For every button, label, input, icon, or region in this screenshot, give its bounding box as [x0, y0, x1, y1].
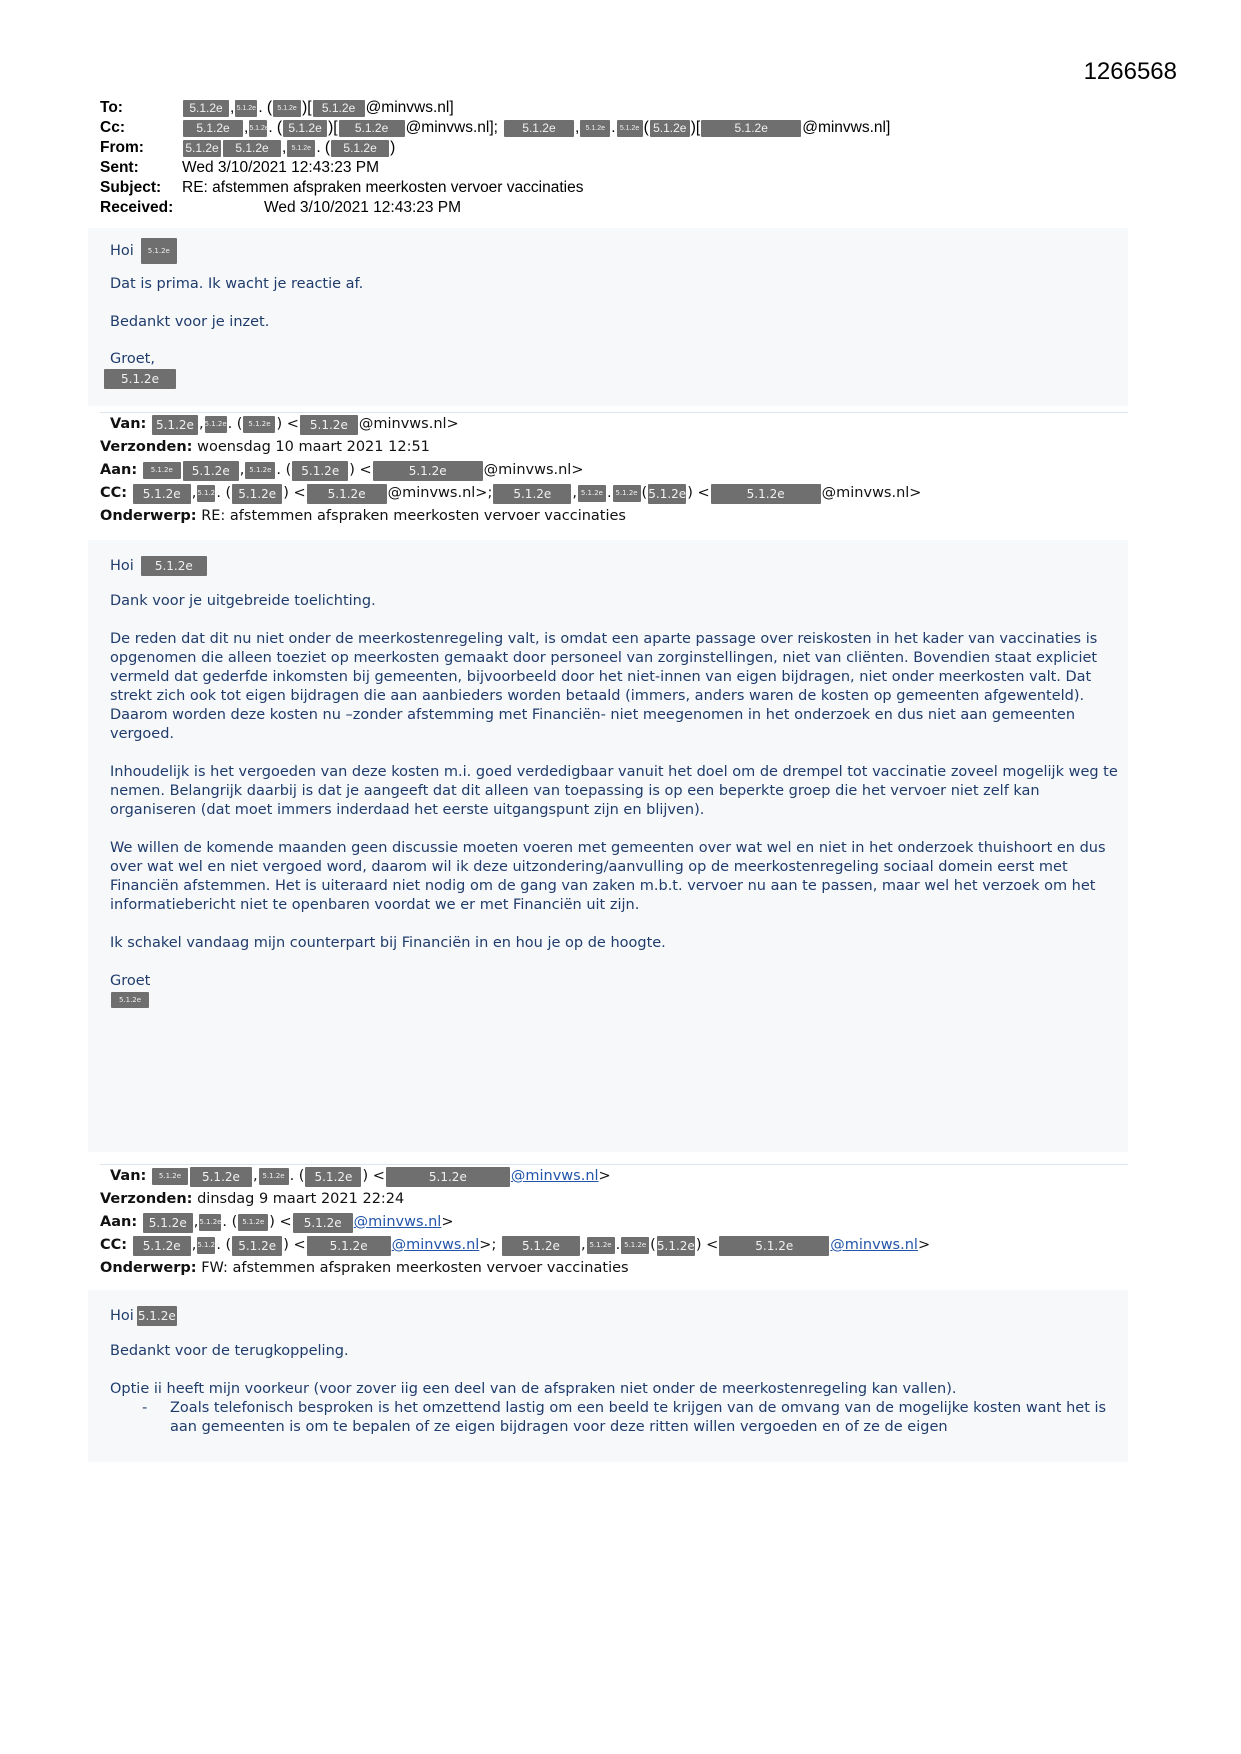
sent-label: Sent: — [100, 159, 139, 176]
aan-value: @minvws.nl> — [483, 462, 584, 478]
greeting: Hoi — [110, 242, 134, 259]
paragraph: Inhoudelijk is het vergoeden van deze kosten m.i. goed verdedigbaar vanuit het doel om de drempel tot vaccinatie zoveel mogelijk weg te nemen. Belangrijk daarbij is dat je aangeeft dat dit alleen van toepassing is op een beperkte groep die het vervoer niet zelf kan organiseren (dat moet immers inderdaad het eerste uitgangspunt zijn en blijven). — [110, 764, 1118, 818]
van-label: Van: — [110, 416, 147, 432]
redaction: 5.1.2e — [137, 1306, 177, 1326]
to-row: To: 5.1.2e , 5.1.2e . ( 5.1.2e )[ 5.1.2e @minvws.nl] — [100, 99, 454, 116]
redaction: 5.1.2e — [587, 1237, 615, 1254]
onderwerp-value: FW: afstemmen afspraken meerkosten vervoer vaccinaties — [201, 1260, 629, 1276]
verzonden-value: woensdag 10 maart 2021 12:51 — [197, 439, 430, 455]
paragraph: De reden dat dit nu niet onder de meerkostenregeling valt, is omdat een aparte passage over reiskosten in het kader van vaccinaties is opgenomen die alleen toeziet op meerkosten gemaakt door personeel van zorginstellingen, niet van cliënten. Bovendien staat expliciet vermeld dat gederfde inkomsten bij gemeenten, bijvoorbeeld door het niet-innen van eigen bijdragen, niet onder meerkosten valt. Dat strekt zich ook tot eigen bijdragen die aan aanbieders worden betaald (immers, anders waren de kosten op gemeenten afgewenteld). Daarom worden deze kosten nu –zonder afstemming met Financiën- niet meegenomen in het onderzoek en dus niet aan gemeenten vergoed. — [110, 631, 1098, 742]
redaction: 5.1.2e — [183, 100, 229, 117]
redaction: 5.1.2e — [235, 100, 257, 117]
paragraph: Optie ii heeft mijn voorkeur (voor zover iig een deel van de afspraken niet onder de meerkostenregeling kan vallen). — [110, 1381, 957, 1397]
redaction: 5.1.2e — [307, 484, 387, 504]
redaction: 5.1.2e — [313, 100, 365, 117]
from-row: From: 5.1.2e 5.1.2e , 5.1.2e . ( 5.1.2e ) — [100, 139, 396, 156]
redaction: 5.1.2e — [190, 1167, 252, 1187]
bracket: > — [917, 1237, 931, 1253]
redaction: 5.1.2e — [152, 415, 198, 435]
redaction: 5.1.2e — [183, 120, 243, 137]
sent-row — [100, 158, 890, 178]
aan-row: Aan: 5.1.2e , 5.1.2e . ( 5.1.2e ) < 5.1.2e @minvws.nl > — [100, 1211, 930, 1234]
email-link[interactable]: @minvws.nl — [830, 1237, 918, 1253]
redaction: 5.1.2e — [504, 120, 574, 137]
redaction: 5.1.2e — [259, 1168, 289, 1185]
redaction: 5.1.2e — [719, 1236, 829, 1256]
redaction: 5.1.2e — [143, 462, 181, 479]
redaction: 5.1.2e — [307, 1236, 391, 1256]
redaction: 5.1.2e — [133, 1236, 191, 1256]
redaction: 5.1.2e — [223, 140, 281, 157]
redaction: 5.1.2e — [141, 238, 177, 264]
onderwerp-row — [100, 1257, 930, 1280]
redaction: 5.1.2e — [205, 416, 227, 433]
redaction: 5.1.2e — [183, 140, 221, 157]
onderwerp-value: RE: afstemmen afspraken meerkosten vervoer vaccinaties — [201, 508, 626, 524]
closing: Groet — [110, 973, 151, 989]
received-row — [100, 198, 890, 218]
received-label: Received: — [100, 199, 174, 216]
cc-label: CC: — [100, 485, 128, 501]
cc-row: CC: 5.1.2e , 5.1.2e . ( 5.1.2e ) < 5.1.2e @minvws.nl>; 5.1.2e , 5.1.2e . 5.1.2e ( 5.1.2e ) < 5.1.2e @minvws.nl> — [100, 482, 921, 505]
onderwerp-label: Onderwerp: — [100, 508, 197, 524]
redaction: 5.1.2e — [701, 120, 801, 137]
aan-label: Aan: — [100, 462, 138, 478]
van-row: Van: 5.1.2e , 5.1.2e . ( 5.1.2e ) < 5.1.2e @minvws.nl> — [100, 413, 921, 436]
redaction: 5.1.2e — [617, 120, 643, 137]
message-header-2 — [100, 413, 921, 528]
redaction: 5.1.2e — [621, 1237, 649, 1254]
redaction: 5.1.2e — [273, 100, 301, 117]
paragraph: Ik schakel vandaag mijn counterpart bij Financiën in en hou je op de hoogte. — [110, 935, 666, 951]
cc-value-2: @minvws.nl] — [802, 119, 891, 136]
to-label: To: — [100, 99, 123, 116]
redaction: 5.1.2e — [648, 484, 686, 504]
message-body-2 — [110, 556, 1130, 1010]
greeting: Hoi — [110, 1307, 134, 1324]
cc-label: Cc: — [100, 119, 125, 136]
redaction: 5.1.2e — [373, 461, 483, 481]
document-number: 1266568 — [1083, 58, 1177, 85]
redaction: 5.1.2e — [287, 140, 315, 157]
cc-value-2: @minvws.nl> — [821, 485, 922, 501]
email-link[interactable]: @minvws.nl — [353, 1214, 442, 1230]
redaction: 5.1.2e — [249, 120, 267, 137]
paragraph: Dat is prima. Ik wacht je reactie af. — [110, 276, 364, 292]
cc-value-1: @minvws.nl]; — [405, 119, 498, 136]
redaction: 5.1.2e — [133, 484, 191, 504]
redaction: 5.1.2e — [197, 1237, 215, 1254]
cc-row: CC: 5.1.2e , 5.1.2e . ( 5.1.2e ) < 5.1.2e @minvws.nl >; 5.1.2e , 5.1.2e . 5.1.2e ( 5.1.2e ) < 5.1.2e @minvws.nl > — [100, 1234, 930, 1257]
onderwerp-label: Onderwerp: — [100, 1260, 197, 1276]
redaction: 5.1.2e — [386, 1167, 510, 1187]
aan-row: Aan: 5.1.2e 5.1.2e , 5.1.2e . ( 5.1.2e ) < 5.1.2e @minvws.nl> — [100, 459, 921, 482]
redaction: 5.1.2e — [199, 1214, 221, 1231]
redaction: 5.1.2e — [152, 1168, 188, 1185]
verzonden-label: Verzonden: — [100, 1191, 193, 1207]
redaction: 5.1.2e — [711, 484, 821, 504]
to-value: @minvws.nl] — [365, 99, 454, 116]
redaction: 5.1.2e — [245, 462, 275, 479]
redaction: 5.1.2e — [613, 485, 641, 502]
bracket: > — [441, 1214, 454, 1230]
redaction: 5.1.2e — [657, 1236, 695, 1256]
signature-redaction: 5.1.2e — [104, 369, 176, 389]
redaction: 5.1.2e — [183, 461, 239, 481]
redaction: 5.1.2e — [305, 1167, 361, 1187]
verzonden-label: Verzonden: — [100, 439, 193, 455]
onderwerp-row — [100, 505, 921, 528]
email-header — [100, 98, 890, 218]
paragraph: Bedankt voor de terugkoppeling. — [110, 1343, 349, 1359]
redaction: 5.1.2e — [339, 120, 405, 137]
paragraph: Bedankt voor je inzet. — [110, 314, 270, 330]
verzonden-value: dinsdag 9 maart 2021 22:24 — [197, 1191, 405, 1207]
bracket: > — [598, 1168, 611, 1184]
redaction: 5.1.2e — [293, 1213, 353, 1233]
redaction: 5.1.2e — [650, 120, 690, 137]
redaction: 5.1.2e — [493, 484, 571, 504]
redaction: 5.1.2e — [292, 461, 348, 481]
greeting: Hoi — [110, 557, 134, 574]
redaction: 5.1.2e — [232, 1236, 282, 1256]
closing: Groet, — [110, 351, 155, 367]
message-body-1 — [110, 238, 1120, 389]
redaction: 5.1.2e — [232, 484, 282, 504]
redaction: 5.1.2e — [502, 1236, 580, 1256]
van-value: @minvws.nl> — [358, 416, 459, 432]
cc-row: Cc: 5.1.2e , 5.1.2e . ( 5.1.2e )[ 5.1.2e @minvws.nl]; 5.1.2e , 5.1.2e . 5.1.2e ( 5.1.2e )[ 5.1.2e @minvws.nl] — [100, 119, 891, 136]
paragraph: Dank voor je uitgebreide toelichting. — [110, 593, 376, 609]
redaction: 5.1.2e — [238, 1214, 268, 1231]
redaction: 5.1.2e — [283, 120, 327, 137]
redaction: 5.1.2e — [197, 485, 215, 502]
redaction: 5.1.2e — [300, 415, 358, 435]
email-link[interactable]: @minvws.nl — [391, 1237, 480, 1253]
van-label: Van: — [110, 1168, 147, 1184]
verzonden-row — [100, 1188, 930, 1211]
van-row: Van: 5.1.2e 5.1.2e , 5.1.2e . ( 5.1.2e ) < 5.1.2e @minvws.nl > — [100, 1165, 930, 1188]
subject-row — [100, 178, 890, 198]
sent-value: Wed 3/10/2021 12:43:23 PM — [182, 159, 380, 176]
message-header-3 — [100, 1165, 930, 1280]
redaction: 5.1.2e — [580, 120, 610, 137]
received-value: Wed 3/10/2021 12:43:23 PM — [264, 199, 462, 216]
message-body-3 — [110, 1306, 1120, 1437]
signature-redaction: 5.1.2e — [111, 992, 149, 1008]
subject-label: Subject: — [100, 179, 162, 196]
bullet-dash-icon: - — [142, 1400, 148, 1416]
redaction: 5.1.2e — [578, 485, 606, 502]
redaction: 5.1.2e — [143, 1213, 193, 1233]
bullet-item — [142, 1399, 1120, 1437]
redaction: 5.1.2e — [243, 416, 275, 433]
subject-value: RE: afstemmen afspraken meerkosten vervoer vaccinaties — [182, 179, 584, 196]
paragraph: We willen de komende maanden geen discussie moeten voeren met gemeenten over wat wel en niet in het onderzoek thuishoort en dus over wat wel en niet vergoed word, daarom wil ik deze uitzondering/aanvulling op de meerkostenregeling sociaal domein eerst met Financiën afstemmen. Het is uiteraard niet nodig om de gang van zaken m.b.t. vervoer nu aan te passen, maar wel het verzoek om het informatiebericht niet te openbaren voordat we er met Financiën uit zijn. — [110, 840, 1106, 913]
email-link[interactable]: @minvws.nl — [510, 1168, 599, 1184]
bullet-text: Zoals telefonisch besproken is het omzettend lastig om een beeld te krijgen van de omvang van de mogelijke kosten want het is aan gemeenten is om te bepalen of ze eigen bijdragen voor deze ritten willen vergoeden en of ze de eigen — [170, 1400, 1107, 1435]
cc-label: CC: — [100, 1237, 128, 1253]
verzonden-row — [100, 436, 921, 459]
from-label: From: — [100, 139, 144, 156]
bracket: >; — [479, 1237, 497, 1253]
cc-value-1: @minvws.nl>; — [387, 485, 493, 501]
redaction: 5.1.2e — [141, 556, 207, 576]
redaction: 5.1.2e — [331, 140, 389, 157]
aan-label: Aan: — [100, 1214, 138, 1230]
